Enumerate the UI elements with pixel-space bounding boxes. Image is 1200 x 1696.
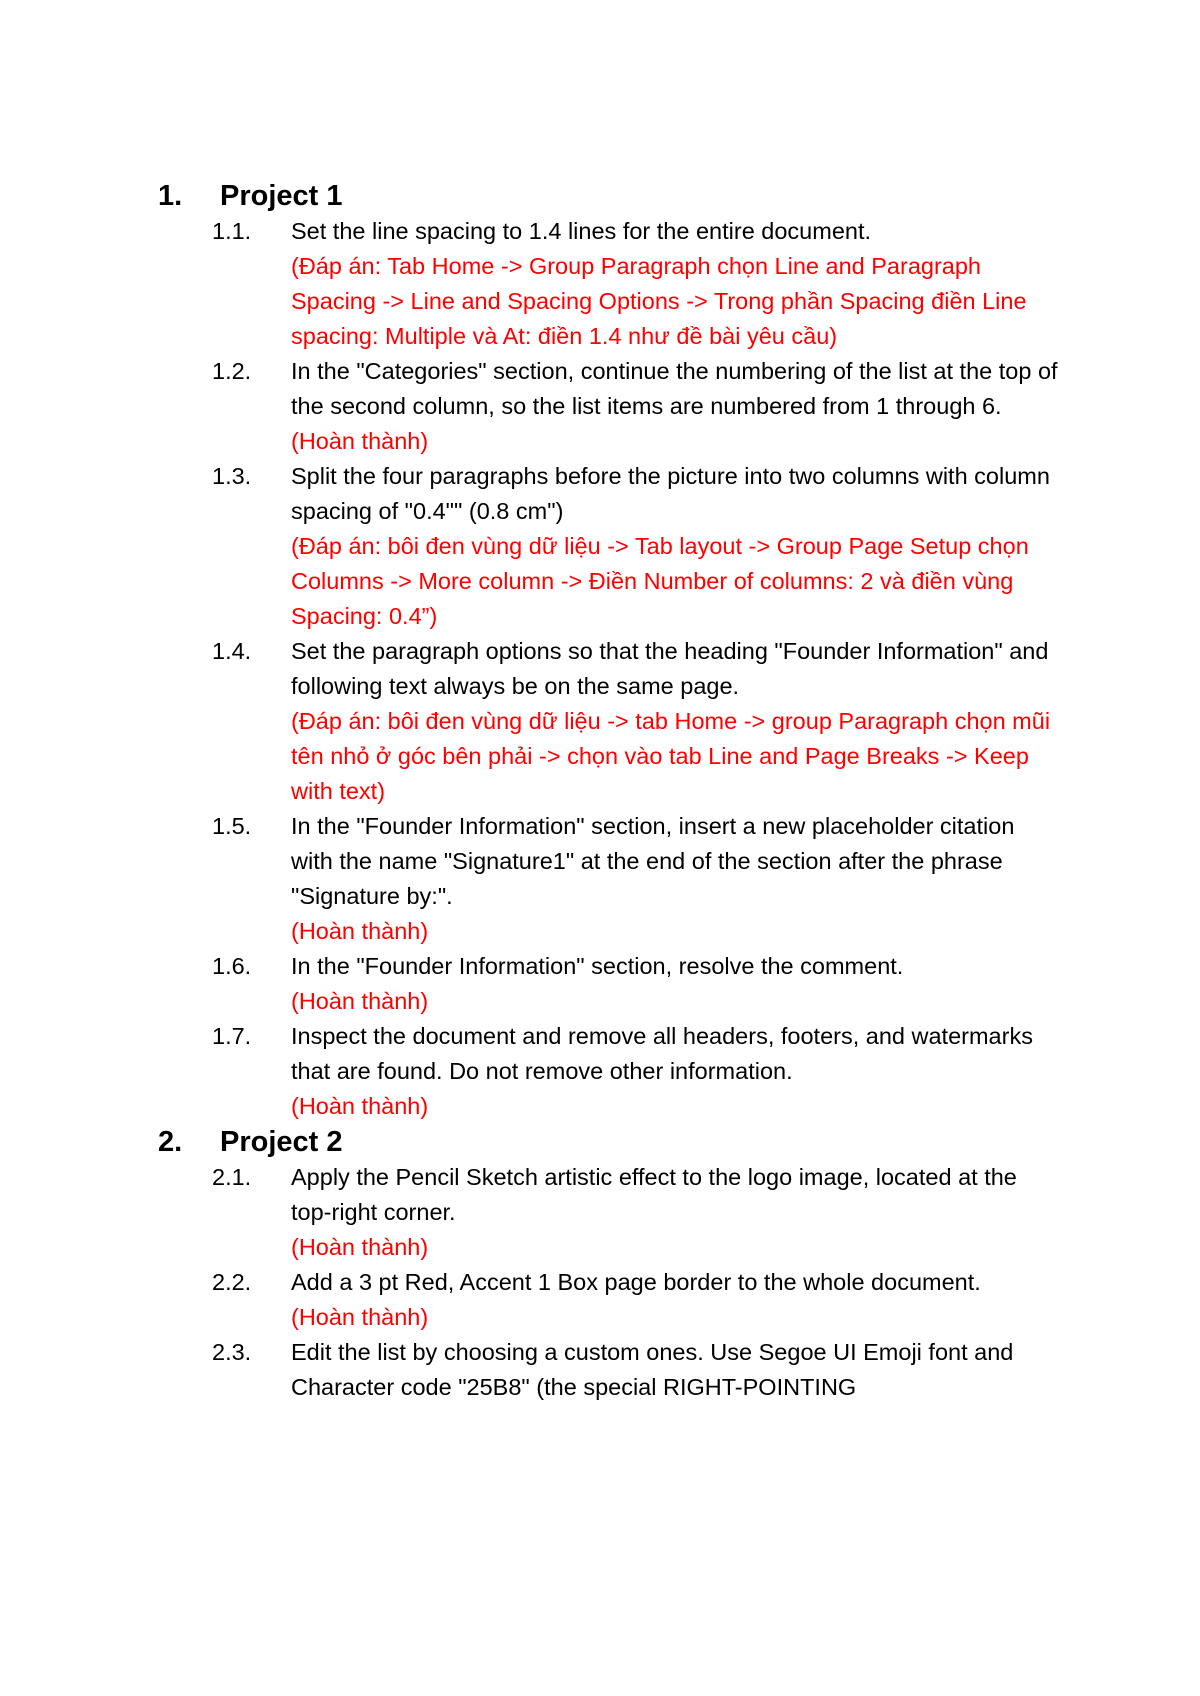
task-text: Set the line spacing to 1.4 lines for the entire document. [291, 218, 872, 244]
task-text: Split the four paragraphs before the picture into two columns with column spacing of "0.4"" (0.8 cm") [291, 463, 1050, 524]
task-text: In the "Founder Information" section, insert a new placeholder citation with the name "Signature1" at the end of the section after the phrase "Signature by:". [291, 813, 1015, 909]
task-number: 2.1. [212, 1164, 252, 1190]
task-answer: (Hoàn thành) [291, 1234, 429, 1260]
task-answer: (Đáp án: bôi đen vùng dữ liệu -> tab Home -> group Paragraph chọn mũi tên nhỏ ở góc bên phải -> chọn vào tab Line and Page Breaks -> Keep with text) [291, 708, 1051, 804]
task-number: 1.3. [212, 463, 252, 489]
task-text: Add a 3 pt Red, Accent 1 Box page border to the whole document. [291, 1269, 981, 1295]
section-project-1 [158, 178, 1058, 1124]
task-item [158, 634, 1058, 809]
section-title: Project 1 [220, 180, 343, 212]
task-text: Set the paragraph options so that the heading "Founder Information" and following text always be on the same page. [291, 638, 1049, 699]
section-title: Project 2 [220, 1126, 343, 1158]
task-item [158, 949, 1058, 1019]
task-body [291, 949, 1058, 1019]
task-number: 1.7. [212, 1023, 252, 1049]
task-list [158, 214, 1058, 1124]
task-number: 2.2. [212, 1269, 252, 1295]
task-answer: (Hoàn thành) [291, 988, 429, 1014]
task-item [158, 1160, 1058, 1265]
section-project-2 [158, 1124, 1058, 1405]
task-text: Edit the list by choosing a custom ones. Use Segoe UI Emoji font and Character code "25B8" (the special RIGHT-POINTING [291, 1339, 1014, 1400]
section-heading [158, 1124, 1058, 1160]
task-body [291, 1265, 1058, 1335]
task-body [291, 1335, 1058, 1405]
task-item [158, 354, 1058, 459]
task-number: 1.5. [212, 813, 252, 839]
task-text: In the "Categories" section, continue the numbering of the list at the top of the second column, so the list items are numbered from 1 through 6. [291, 358, 1058, 419]
task-body [291, 634, 1058, 809]
section-heading [158, 178, 1058, 214]
task-text: Apply the Pencil Sketch artistic effect to the logo image, located at the top-right corner. [291, 1164, 1017, 1225]
task-item [158, 214, 1058, 354]
task-answer: (Hoàn thành) [291, 918, 429, 944]
task-body [291, 459, 1058, 634]
task-number: 1.1. [212, 218, 252, 244]
task-text: In the "Founder Information" section, resolve the comment. [291, 953, 904, 979]
task-item [158, 1335, 1058, 1405]
task-number: 2.3. [212, 1339, 252, 1365]
document-body [158, 178, 1058, 1405]
task-item [158, 459, 1058, 634]
task-item [158, 1019, 1058, 1124]
task-list [158, 1160, 1058, 1405]
task-number: 1.4. [212, 638, 252, 664]
task-number: 1.2. [212, 358, 252, 384]
section-number: 2. [158, 1126, 183, 1158]
task-body [291, 214, 1058, 354]
task-answer: (Đáp án: bôi đen vùng dữ liệu -> Tab layout -> Group Page Setup chọn Columns -> More column -> Điền Number of columns: 2 và điền vùng Spacing: 0.4”) [291, 533, 1029, 629]
task-answer: (Đáp án: Tab Home -> Group Paragraph chọn Line and Paragraph Spacing -> Line and Spacing Options -> Trong phần Spacing điền Line spacing: Multiple và At: điền 1.4 như đề bài yêu cầu) [291, 253, 1027, 349]
task-text: Inspect the document and remove all headers, footers, and watermarks that are found. Do not remove other information. [291, 1023, 1033, 1084]
task-body [291, 809, 1058, 949]
task-item [158, 1265, 1058, 1335]
task-answer: (Hoàn thành) [291, 1093, 429, 1119]
section-number: 1. [158, 180, 183, 212]
task-answer: (Hoàn thành) [291, 428, 429, 454]
task-number: 1.6. [212, 953, 252, 979]
task-body [291, 354, 1058, 459]
task-answer: (Hoàn thành) [291, 1304, 429, 1330]
task-item [158, 809, 1058, 949]
task-body [291, 1019, 1058, 1124]
task-body [291, 1160, 1058, 1265]
